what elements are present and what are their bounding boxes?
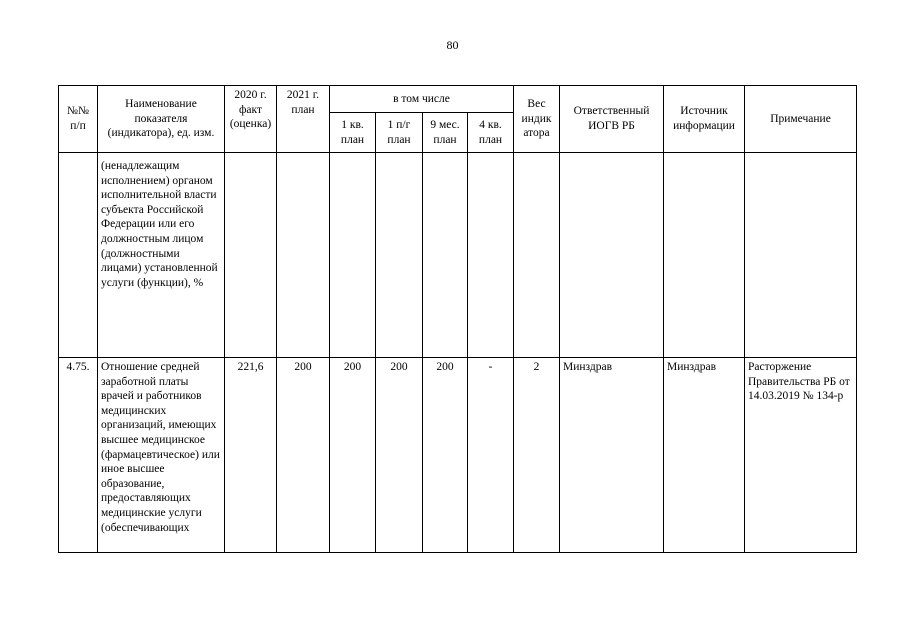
header-plan-2021: 2021 г. план xyxy=(277,86,330,153)
header-including: в том числе xyxy=(330,86,514,113)
header-num: №№ п/п xyxy=(59,86,98,153)
cell-weight: 2 xyxy=(514,358,560,553)
cell-q1: 200 xyxy=(330,358,376,553)
cell-plan-2021: 200 xyxy=(277,358,330,553)
cell-note xyxy=(745,153,857,358)
cell-q1 xyxy=(330,153,376,358)
header-weight: Вес индик атора xyxy=(514,86,560,153)
cell-h1 xyxy=(376,153,423,358)
header-responsible: Ответственный ИОГВ РБ xyxy=(560,86,664,153)
cell-responsible xyxy=(560,153,664,358)
cell-q4: - xyxy=(468,358,514,553)
table-header-row xyxy=(59,86,857,113)
table-row xyxy=(59,358,857,553)
cell-source: Минздрав xyxy=(664,358,745,553)
header-q4: 4 кв. план xyxy=(468,113,514,153)
cell-name: (ненадлежащим исполнением) органом исполнительной власти субъекта Российской Федерации или его должностным лицом (должностными лицами) установленной услуги (функции), % xyxy=(98,153,225,358)
cell-plan-2021 xyxy=(277,153,330,358)
cell-num: 4.75. xyxy=(59,358,98,553)
cell-responsible: Минздрав xyxy=(560,358,664,553)
cell-q4 xyxy=(468,153,514,358)
cell-note: Расторжение Правительства РБ от 14.03.2019 № 134-р xyxy=(745,358,857,553)
cell-fact-2020: 221,6 xyxy=(225,358,277,553)
cell-num xyxy=(59,153,98,358)
header-source: Источник информации xyxy=(664,86,745,153)
indicators-table xyxy=(58,85,857,553)
header-h1: 1 п/г план xyxy=(376,113,423,153)
header-name: Наименование показателя (индикатора), ед. изм. xyxy=(98,86,225,153)
cell-name: Отношение средней заработной платы врачей и работников медицинских организаций, имеющих высшее медицинское (фармацевтическое) или иное высшее образование, предоставляющих медицинские услуги (обеспечивающих xyxy=(98,358,225,553)
table-row xyxy=(59,153,857,358)
header-note: Примечание xyxy=(745,86,857,153)
cell-m9 xyxy=(423,153,468,358)
cell-m9: 200 xyxy=(423,358,468,553)
header-q1: 1 кв. план xyxy=(330,113,376,153)
page-number: 80 xyxy=(446,38,459,52)
cell-weight xyxy=(514,153,560,358)
cell-fact-2020 xyxy=(225,153,277,358)
header-m9: 9 мес. план xyxy=(423,113,468,153)
header-fact-2020: 2020 г. факт (оценка) xyxy=(225,86,277,153)
cell-h1: 200 xyxy=(376,358,423,553)
cell-source xyxy=(664,153,745,358)
